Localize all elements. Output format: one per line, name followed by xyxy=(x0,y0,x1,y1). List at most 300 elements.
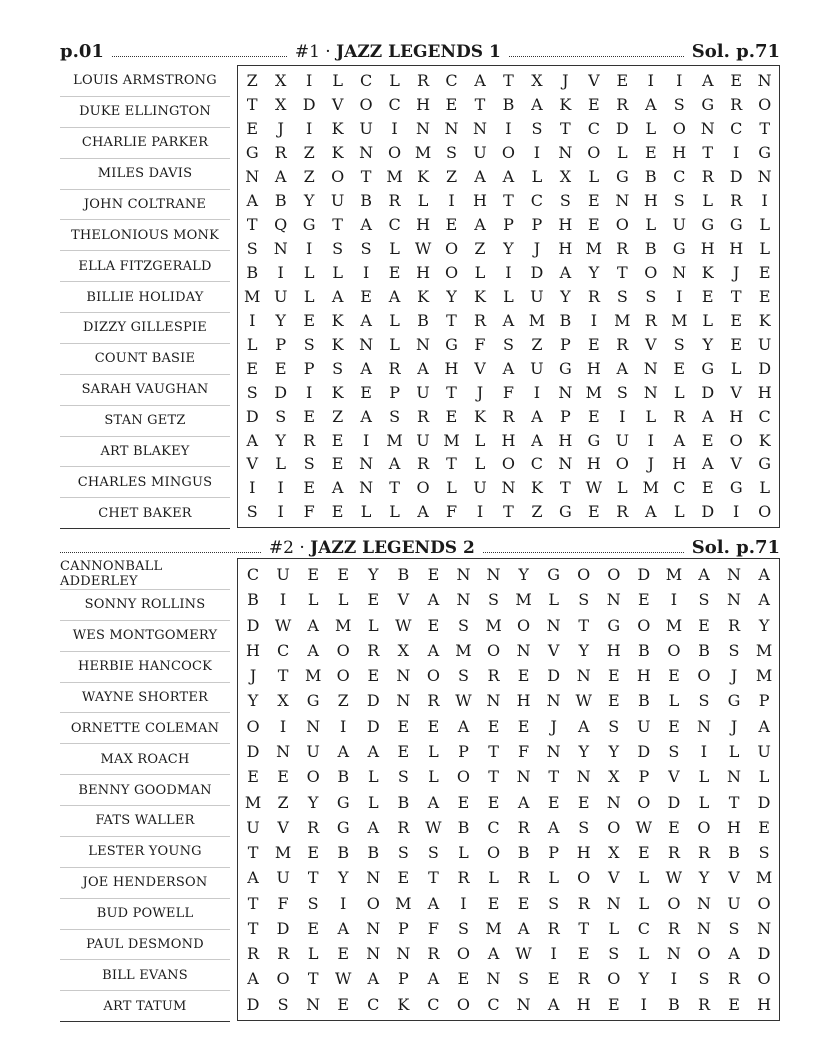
grid-letter: E xyxy=(758,286,771,306)
grid-letter: R xyxy=(667,918,680,938)
grid-row xyxy=(238,916,779,941)
grid-letter: R xyxy=(616,95,629,115)
grid-letter: O xyxy=(667,640,681,660)
grid-letter: E xyxy=(547,969,560,989)
grid-letter: O xyxy=(444,239,459,259)
grid-letter: L xyxy=(367,767,379,787)
grid-letter: A xyxy=(645,95,657,115)
grid-letter: O xyxy=(637,792,651,812)
grid-letter: E xyxy=(427,565,440,585)
grid-letter: L xyxy=(617,478,628,498)
grid-letter: M xyxy=(515,590,532,610)
word-list-item: JOHN COLTRANE xyxy=(60,190,230,221)
grid-letter: G xyxy=(559,358,572,378)
grid-letter: E xyxy=(668,817,680,837)
grid-letter: S xyxy=(698,691,710,711)
grid-letter: F xyxy=(474,334,486,354)
grid-letter: N xyxy=(276,741,291,761)
grid-letter: F xyxy=(277,893,289,913)
grid-letter: L xyxy=(332,71,343,91)
grid-letter: E xyxy=(607,691,620,711)
grid-letter: B xyxy=(360,191,372,211)
grid-letter: D xyxy=(667,792,681,812)
grid-letter: D xyxy=(246,615,260,635)
grid-letter: S xyxy=(668,741,680,761)
grid-row xyxy=(238,500,779,524)
grid-letter: Y xyxy=(698,868,710,888)
grid-letter: C xyxy=(637,918,650,938)
grid-letter: L xyxy=(503,286,514,306)
grid-letter: A xyxy=(388,286,401,306)
grid-letter: F xyxy=(303,502,315,522)
grid-letter: P xyxy=(389,382,400,402)
grid-letter: R xyxy=(247,944,260,964)
grid-letter: E xyxy=(730,310,743,330)
grid-letter: M xyxy=(642,478,659,498)
grid-letter: O xyxy=(615,454,629,474)
word-list-item: BILLIE HOLIDAY xyxy=(60,282,230,313)
grid-letter: C xyxy=(530,454,544,474)
grid-letter: I xyxy=(670,969,678,989)
grid-letter: K xyxy=(474,286,486,306)
word-list-item: CHARLIE PARKER xyxy=(60,128,230,159)
grid-letter: U xyxy=(416,430,430,450)
puzzle-1-letter-grid xyxy=(237,65,780,528)
grid-letter: B xyxy=(728,843,740,863)
grid-letter: G xyxy=(615,167,629,187)
grid-letter: K xyxy=(331,119,344,139)
word-list-item: BENNY GOODMAN xyxy=(60,775,230,806)
grid-letter: B xyxy=(417,310,429,330)
grid-letter: S xyxy=(758,843,770,863)
grid-letter: L xyxy=(488,868,499,888)
grid-letter: N xyxy=(696,716,711,736)
grid-letter: R xyxy=(502,406,515,426)
grid-letter: M xyxy=(414,143,432,163)
grid-letter: N xyxy=(396,944,411,964)
grid-letter: H xyxy=(727,817,741,837)
grid-letter: G xyxy=(672,239,686,259)
grid-letter: B xyxy=(397,565,410,585)
grid-letter: L xyxy=(730,358,742,378)
word-list-item: DUKE ELLINGTON xyxy=(60,97,230,128)
grid-letter: O xyxy=(246,716,260,736)
grid-row xyxy=(238,966,779,991)
grid-letter: A xyxy=(758,716,770,736)
grid-letter: F xyxy=(427,918,439,938)
grid-letter: A xyxy=(547,817,560,837)
grid-letter: E xyxy=(701,430,714,450)
grid-letter: H xyxy=(576,994,591,1014)
grid-letter: A xyxy=(427,590,440,610)
grid-letter: L xyxy=(367,792,379,812)
grid-letter: D xyxy=(530,262,544,282)
grid-letter: E xyxy=(445,95,458,115)
grid-letter: S xyxy=(446,143,457,163)
grid-row xyxy=(238,663,779,688)
grid-letter: A xyxy=(367,741,380,761)
grid-letter: G xyxy=(758,454,772,474)
grid-letter: E xyxy=(487,716,500,736)
grid-letter: H xyxy=(672,143,687,163)
grid-letter: N xyxy=(700,119,715,139)
grid-letter: E xyxy=(701,478,714,498)
grid-letter: V xyxy=(246,454,259,474)
grid-letter: L xyxy=(638,944,650,964)
grid-letter: O xyxy=(456,944,471,964)
grid-letter: O xyxy=(577,565,591,585)
grid-letter: E xyxy=(577,792,590,812)
grid-letter: O xyxy=(336,640,350,660)
grid-letter: C xyxy=(388,215,401,235)
grid-letter: E xyxy=(547,792,560,812)
grid-letter: A xyxy=(517,918,530,938)
grid-letter: R xyxy=(697,994,710,1014)
grid-letter: C xyxy=(445,71,458,91)
grid-letter: I xyxy=(640,994,647,1014)
grid-letter: I xyxy=(249,478,256,498)
grid-row xyxy=(238,865,779,890)
grid-letter: Y xyxy=(446,286,457,306)
grid-letter: J xyxy=(730,716,738,736)
grid-letter: A xyxy=(427,640,440,660)
grid-letter: R xyxy=(367,640,380,660)
grid-letter: T xyxy=(247,843,259,863)
grid-row xyxy=(238,562,779,587)
grid-row xyxy=(238,165,779,189)
word-list-item: ORNETTE COLEMAN xyxy=(60,713,230,744)
grid-letter: C xyxy=(730,119,743,139)
grid-letter: N xyxy=(359,478,374,498)
grid-letter: L xyxy=(531,167,543,187)
grid-letter: G xyxy=(336,817,350,837)
grid-letter: I xyxy=(700,741,708,761)
grid-letter: N xyxy=(472,119,487,139)
grid-letter: I xyxy=(306,239,313,259)
grid-letter: P xyxy=(548,843,560,863)
grid-letter: T xyxy=(560,119,571,139)
grid-letter: C xyxy=(758,406,771,426)
grid-letter: M xyxy=(244,286,261,306)
grid-letter: L xyxy=(645,215,657,235)
grid-letter: O xyxy=(757,969,771,989)
grid-letter: T xyxy=(428,868,439,888)
grid-letter: N xyxy=(501,478,516,498)
grid-letter: S xyxy=(578,590,590,610)
grid-letter: N xyxy=(606,792,621,812)
grid-letter: A xyxy=(427,792,440,812)
grid-letter: V xyxy=(397,590,410,610)
grid-letter: A xyxy=(531,95,543,115)
grid-row xyxy=(238,890,779,915)
grid-letter: R xyxy=(274,143,287,163)
grid-letter: N xyxy=(672,262,687,282)
grid-letter: D xyxy=(701,382,715,402)
grid-letter: E xyxy=(673,358,686,378)
grid-letter: A xyxy=(247,868,259,888)
grid-letter: E xyxy=(668,716,680,736)
grid-letter: T xyxy=(307,868,319,888)
grid-letter: S xyxy=(457,615,469,635)
grid-letter: W xyxy=(414,239,432,259)
grid-letter: L xyxy=(759,478,770,498)
grid-letter: N xyxy=(666,944,681,964)
grid-letter: G xyxy=(302,215,316,235)
grid-letter: T xyxy=(446,382,457,402)
grid-letter: H xyxy=(729,406,744,426)
grid-letter: D xyxy=(758,358,772,378)
grid-letter: L xyxy=(446,478,457,498)
grid-letter: A xyxy=(474,71,486,91)
grid-letter: B xyxy=(337,843,350,863)
grid-letter: G xyxy=(547,565,561,585)
grid-letter: O xyxy=(615,215,629,235)
grid-letter: L xyxy=(548,868,559,888)
grid-letter: E xyxy=(577,944,590,964)
grid-letter: S xyxy=(616,286,628,306)
grid-letter: H xyxy=(586,454,601,474)
grid-letter: L xyxy=(389,239,400,259)
grid-letter: N xyxy=(486,691,501,711)
grid-letter: E xyxy=(487,792,500,812)
grid-row xyxy=(238,261,779,285)
grid-letter: A xyxy=(367,969,380,989)
grid-letter: A xyxy=(307,615,319,635)
grid-letter: I xyxy=(550,944,557,964)
grid-letter: G xyxy=(729,215,743,235)
word-list-item: MILES DAVIS xyxy=(60,159,230,190)
grid-letter: S xyxy=(531,119,543,139)
grid-letter: L xyxy=(698,767,710,787)
dotted-leader xyxy=(483,551,684,553)
grid-letter: W xyxy=(585,478,603,498)
word-list-item: CANNONBALL ADDERLEY xyxy=(60,559,230,590)
grid-letter: H xyxy=(586,358,601,378)
grid-letter: I xyxy=(733,143,740,163)
grid-letter: P xyxy=(397,918,409,938)
grid-letter: A xyxy=(427,969,440,989)
word-list-item: ART TATUM xyxy=(60,991,230,1022)
grid-letter: E xyxy=(588,406,600,426)
grid-letter: M xyxy=(755,640,773,660)
grid-letter: R xyxy=(427,944,440,964)
grid-letter: D xyxy=(302,95,316,115)
grid-letter: N xyxy=(396,691,411,711)
grid-letter: S xyxy=(427,843,439,863)
grid-letter: E xyxy=(457,792,470,812)
grid-letter: Z xyxy=(303,143,315,163)
grid-letter: A xyxy=(360,406,372,426)
grid-letter: O xyxy=(697,944,711,964)
grid-letter: E xyxy=(397,868,410,888)
grid-row xyxy=(238,332,779,356)
grid-letter: Z xyxy=(277,792,289,812)
grid-letter: A xyxy=(616,358,629,378)
grid-letter: D xyxy=(366,691,380,711)
grid-letter: L xyxy=(638,868,650,888)
word-list-item: SARAH VAUGHAN xyxy=(60,375,230,406)
grid-letter: E xyxy=(307,918,319,938)
grid-letter: A xyxy=(487,944,500,964)
grid-letter: I xyxy=(533,382,541,402)
grid-letter: G xyxy=(701,95,715,115)
grid-letter: R xyxy=(730,191,743,211)
grid-row xyxy=(238,587,779,612)
grid-letter: S xyxy=(246,382,258,402)
grid-letter: Z xyxy=(303,167,315,187)
grid-letter: G xyxy=(245,143,259,163)
grid-letter: S xyxy=(275,406,287,426)
grid-letter: E xyxy=(277,767,289,787)
grid-letter: S xyxy=(673,191,685,211)
grid-letter: E xyxy=(457,969,470,989)
grid-letter: T xyxy=(360,167,372,187)
grid-letter: N xyxy=(643,382,658,402)
grid-letter: E xyxy=(607,994,620,1014)
grid-letter: B xyxy=(668,994,680,1014)
grid-letter: K xyxy=(331,143,344,163)
grid-letter: T xyxy=(503,502,514,522)
grid-letter: V xyxy=(608,868,620,888)
grid-letter: F xyxy=(502,382,514,402)
grid-row xyxy=(238,117,779,141)
grid-letter: I xyxy=(676,71,683,91)
grid-letter: I xyxy=(647,430,654,450)
grid-letter: R xyxy=(644,310,657,330)
grid-letter: S xyxy=(728,640,740,660)
grid-letter: L xyxy=(458,843,469,863)
grid-letter: V xyxy=(331,95,344,115)
grid-letter: H xyxy=(606,640,621,660)
grid-letter: A xyxy=(502,358,515,378)
grid-letter: E xyxy=(758,262,771,282)
grid-letter: U xyxy=(330,191,345,211)
grid-letter: J xyxy=(277,119,284,139)
grid-letter: O xyxy=(276,969,290,989)
grid-letter: R xyxy=(730,95,743,115)
grid-letter: P xyxy=(503,215,514,235)
grid-letter: L xyxy=(303,286,315,306)
word-list-item: CHET BAKER xyxy=(60,498,230,529)
grid-letter: A xyxy=(360,358,372,378)
grid-letter: L xyxy=(428,741,439,761)
grid-letter: Y xyxy=(307,792,319,812)
grid-letter: T xyxy=(702,143,714,163)
puzzle-2-word-list xyxy=(60,559,230,1022)
grid-letter: I xyxy=(460,893,467,913)
page-number: p.01 xyxy=(60,41,104,62)
word-list-item: THELONIOUS MONK xyxy=(60,220,230,251)
grid-letter: T xyxy=(488,767,499,787)
word-list-item: MAX ROACH xyxy=(60,744,230,775)
word-list-item: CHARLES MINGUS xyxy=(60,467,230,498)
grid-letter: S xyxy=(246,239,258,259)
grid-letter: E xyxy=(445,406,458,426)
grid-letter: I xyxy=(277,478,284,498)
grid-letter: Z xyxy=(332,406,344,426)
grid-letter: W xyxy=(665,868,683,888)
grid-row xyxy=(238,840,779,865)
grid-letter: A xyxy=(701,406,714,426)
grid-letter: L xyxy=(698,792,710,812)
grid-letter: N xyxy=(558,143,573,163)
grid-letter: L xyxy=(759,215,770,235)
grid-letter: N xyxy=(516,994,531,1014)
word-list-item: BUD POWELL xyxy=(60,899,230,930)
grid-letter: E xyxy=(337,994,350,1014)
grid-letter: A xyxy=(247,969,259,989)
grid-letter: A xyxy=(474,215,486,235)
grid-row xyxy=(238,714,779,739)
grid-letter: H xyxy=(672,454,687,474)
grid-letter: U xyxy=(359,119,373,139)
grid-letter: H xyxy=(757,382,772,402)
grid-letter: L xyxy=(417,191,429,211)
grid-letter: L xyxy=(474,430,486,450)
grid-letter: I xyxy=(647,71,654,91)
grid-letter: Y xyxy=(275,430,286,450)
grid-letter: S xyxy=(645,286,657,306)
grid-letter: A xyxy=(698,565,710,585)
grid-letter: B xyxy=(337,767,350,787)
grid-row xyxy=(238,638,779,663)
grid-letter: A xyxy=(246,430,259,450)
grid-letter: K xyxy=(417,286,430,306)
grid-letter: R xyxy=(616,239,629,259)
grid-letter: R xyxy=(457,868,470,888)
grid-letter: L xyxy=(608,918,620,938)
grid-letter: D xyxy=(274,382,288,402)
grid-letter: S xyxy=(246,502,258,522)
grid-letter: V xyxy=(730,454,742,474)
grid-letter: R xyxy=(397,817,410,837)
grid-letter: N xyxy=(546,615,561,635)
grid-letter: I xyxy=(619,406,626,426)
grid-letter: T xyxy=(446,454,457,474)
grid-letter: E xyxy=(427,716,440,736)
grid-row xyxy=(238,141,779,165)
grid-letter: H xyxy=(516,691,531,711)
grid-letter: Y xyxy=(560,286,571,306)
grid-letter: A xyxy=(728,944,740,964)
grid-letter: O xyxy=(501,143,516,163)
word-list-item: COUNT BASIE xyxy=(60,344,230,375)
grid-letter: X xyxy=(559,167,572,187)
grid-letter: O xyxy=(426,666,440,686)
grid-letter: I xyxy=(533,143,541,163)
grid-letter: L xyxy=(332,262,343,282)
grid-letter: N xyxy=(456,590,471,610)
grid-letter: A xyxy=(701,454,714,474)
grid-letter: N xyxy=(615,191,630,211)
puzzle-2-header xyxy=(60,532,780,558)
grid-letter: L xyxy=(360,502,372,522)
grid-letter: S xyxy=(397,843,409,863)
grid-letter: V xyxy=(474,358,486,378)
grid-row xyxy=(238,428,779,452)
grid-letter: N xyxy=(727,565,742,585)
grid-letter: A xyxy=(758,590,770,610)
grid-letter: K xyxy=(758,430,771,450)
grid-letter: O xyxy=(456,767,471,787)
grid-letter: P xyxy=(758,691,770,711)
grid-letter: L xyxy=(702,191,714,211)
grid-letter: I xyxy=(279,590,287,610)
grid-letter: A xyxy=(417,502,429,522)
grid-letter: S xyxy=(457,918,469,938)
grid-letter: S xyxy=(608,944,620,964)
grid-row xyxy=(238,764,779,789)
